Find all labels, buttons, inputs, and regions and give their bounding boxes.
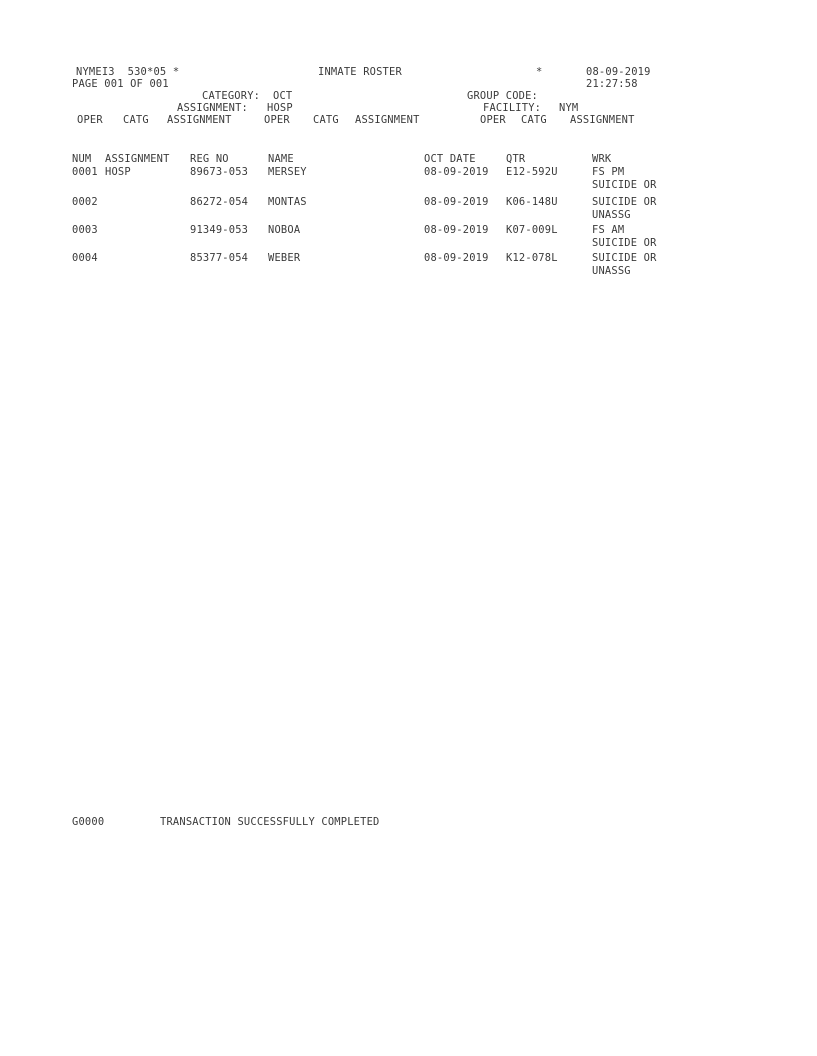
report-time: 21:27:58	[586, 78, 638, 90]
category-value: OCT	[273, 90, 293, 102]
criteria-col-assignment: ASSIGNMENT	[167, 114, 232, 126]
col-header-oct-date: OCT DATE	[424, 153, 476, 165]
header-star: *	[536, 66, 543, 78]
cell-oct-date: 08-09-2019	[424, 196, 489, 208]
page-indicator: PAGE 001 OF 001	[72, 78, 169, 90]
cell-wrk: FS PM	[592, 166, 625, 178]
col-header-wrk: WRK	[592, 153, 612, 165]
cell-name: WEBER	[268, 252, 301, 264]
category-label: CATEGORY:	[202, 90, 261, 102]
facility-label: FACILITY:	[483, 102, 542, 114]
cell-qtr: K12-078L	[506, 252, 558, 264]
criteria-col-assignment: ASSIGNMENT	[355, 114, 420, 126]
group-code-label: GROUP CODE:	[467, 90, 539, 102]
cell-oct-date: 08-09-2019	[424, 252, 489, 264]
col-header-qtr: QTR	[506, 153, 526, 165]
col-header-name: NAME	[268, 153, 294, 165]
program-id: NYMEI3 530*05 *	[76, 66, 180, 78]
cell-num: 0004	[72, 252, 98, 264]
criteria-col-catg: CATG	[123, 114, 149, 126]
criteria-col-oper: OPER	[264, 114, 290, 126]
col-header-num: NUM	[72, 153, 92, 165]
cell-wrk-continued: UNASSG	[592, 265, 631, 277]
criteria-col-catg: CATG	[521, 114, 547, 126]
cell-num: 0002	[72, 196, 98, 208]
cell-qtr: K06-148U	[506, 196, 558, 208]
cell-oct-date: 08-09-2019	[424, 166, 489, 178]
cell-name: NOBOA	[268, 224, 301, 236]
cell-qtr: K07-009L	[506, 224, 558, 236]
cell-wrk: SUICIDE OR	[592, 196, 657, 208]
status-code: G0000	[72, 816, 105, 828]
cell-reg-no: 86272-054	[190, 196, 249, 208]
status-message: TRANSACTION SUCCESSFULLY COMPLETED	[160, 816, 380, 828]
assignment-value: HOSP	[267, 102, 293, 114]
cell-wrk-continued: SUICIDE OR	[592, 179, 657, 191]
cell-reg-no: 89673-053	[190, 166, 249, 178]
cell-oct-date: 08-09-2019	[424, 224, 489, 236]
cell-num: 0003	[72, 224, 98, 236]
criteria-col-catg: CATG	[313, 114, 339, 126]
report-title: INMATE ROSTER	[318, 66, 402, 78]
cell-name: MONTAS	[268, 196, 307, 208]
assignment-label: ASSIGNMENT:	[177, 102, 249, 114]
criteria-col-oper: OPER	[480, 114, 506, 126]
cell-name: MERSEY	[268, 166, 307, 178]
criteria-col-assignment: ASSIGNMENT	[570, 114, 635, 126]
cell-wrk-continued: UNASSG	[592, 209, 631, 221]
cell-wrk: SUICIDE OR	[592, 252, 657, 264]
criteria-col-oper: OPER	[77, 114, 103, 126]
col-header-reg-no: REG NO	[190, 153, 229, 165]
report-date: 08-09-2019	[586, 66, 651, 78]
cell-reg-no: 85377-054	[190, 252, 249, 264]
cell-reg-no: 91349-053	[190, 224, 249, 236]
cell-num: 0001	[72, 166, 98, 178]
cell-qtr: E12-592U	[506, 166, 558, 178]
cell-wrk: FS AM	[592, 224, 625, 236]
col-header-assignment: ASSIGNMENT	[105, 153, 170, 165]
cell-assignment: HOSP	[105, 166, 131, 178]
cell-wrk-continued: SUICIDE OR	[592, 237, 657, 249]
facility-value: NYM	[559, 102, 579, 114]
